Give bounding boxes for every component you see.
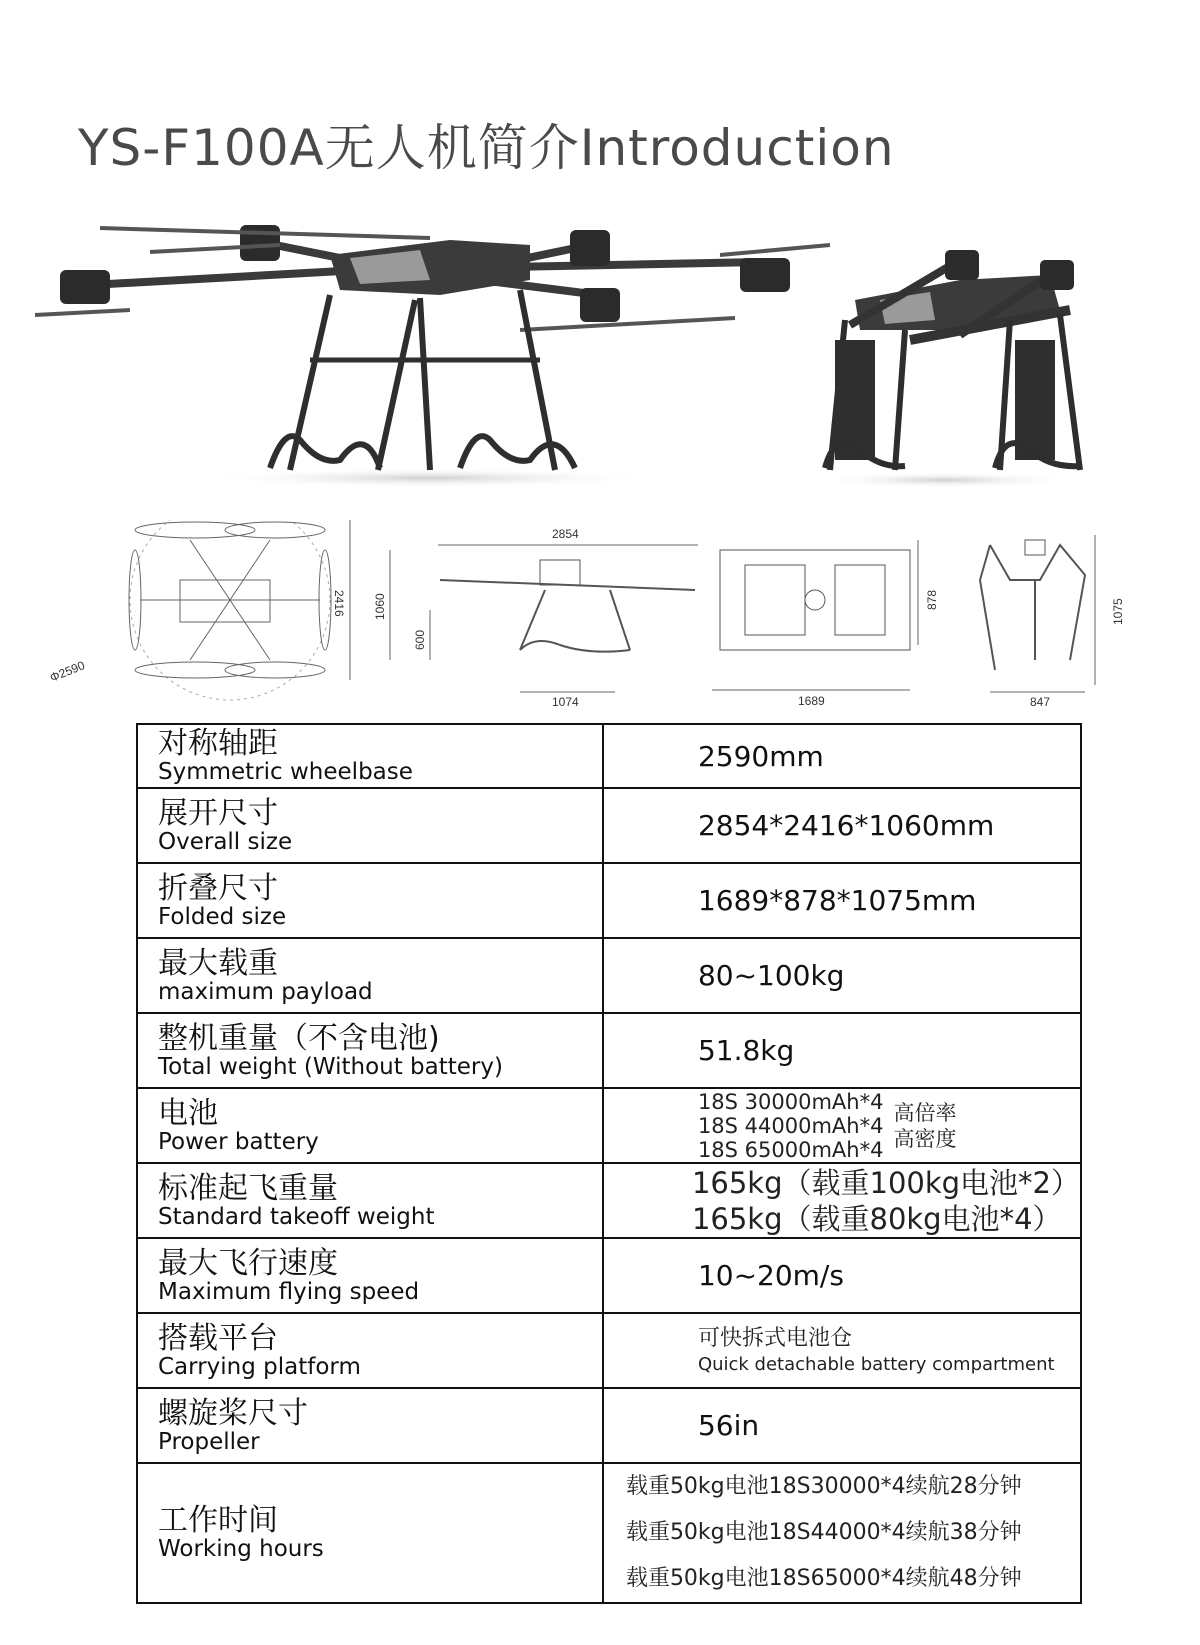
spec-row-takeoff-weight: [137, 1163, 1081, 1238]
battery-options: [698, 1090, 1080, 1162]
battery-line: 18S 44000mAh*4: [697, 1113, 884, 1138]
front-view-drawing: [373, 527, 698, 709]
spec-row-folded-size: [137, 863, 1081, 938]
spec-row-overall-size: [137, 788, 1081, 863]
spec-label-en: Working hours: [158, 1536, 324, 1562]
takeoff-line: 165kg（载重80kg电池*4）: [691, 1201, 1062, 1236]
dim-diameter: Φ2590: [47, 658, 87, 685]
platform-value-en: Quick detachable battery compartment: [697, 1353, 1055, 1375]
page-title: YS-F100A无人机简介Introduction: [78, 119, 895, 177]
spec-value: 10~20m/s: [697, 1259, 844, 1292]
working-hours-line: 载重50kg电池18S30000*4续航28分钟: [625, 1474, 1022, 1499]
spec-label-en: Standard takeoff weight: [158, 1203, 435, 1230]
dim-1074: 1074: [552, 695, 579, 709]
working-hours-line: 载重50kg电池18S44000*4续航38分钟: [625, 1520, 1022, 1545]
dim-1689: 1689: [798, 694, 825, 708]
spec-label-cn: 展开尺寸: [158, 795, 278, 831]
spec-label-en: Carrying platform: [158, 1353, 361, 1380]
spec-value: 51.8kg: [697, 1034, 795, 1067]
dim-847: 847: [1030, 695, 1051, 709]
spec-label-en: Maximum flying speed: [158, 1278, 420, 1305]
spec-label-en: Propeller: [158, 1428, 260, 1455]
spec-label-cn: 最大载重: [158, 945, 278, 981]
spec-value: 2590mm: [697, 739, 824, 773]
dim-1075: 1075: [1111, 598, 1125, 625]
spec-value: 1689*878*1075mm: [697, 884, 977, 917]
platform-value-cn: 可快拆式电池仓: [697, 1325, 852, 1351]
battery-tag: 高倍率: [893, 1100, 957, 1125]
spec-label-en: Overall size: [158, 828, 293, 855]
drone-photo: [0, 200, 1200, 500]
takeoff-line: 165kg（载重100kg电池*2）: [691, 1165, 1080, 1200]
spec-label-cn: 工作时间: [158, 1503, 278, 1538]
unfolded-drone-image: [35, 225, 830, 488]
dim-1060: 1060: [373, 593, 387, 620]
dim-878: 878: [925, 589, 939, 610]
folded-top-drawing: [712, 540, 939, 708]
spec-row-wheelbase: [137, 724, 1081, 788]
spec-label-cn: 搭载平台: [158, 1320, 278, 1356]
folded-side-drawing: [980, 535, 1125, 709]
battery-line: 18S 30000mAh*4: [697, 1089, 884, 1114]
spec-row-platform: [137, 1313, 1081, 1388]
spec-label-cn: 整机重量（不含电池): [158, 1020, 440, 1056]
spec-label-en: Symmetric wheelbase: [158, 759, 413, 785]
spec-row-propeller: [137, 1388, 1081, 1463]
spec-label-en: Total weight (Without battery): [158, 1053, 503, 1080]
spec-label-en: Power battery: [158, 1128, 319, 1155]
battery-tag: 高密度: [893, 1126, 957, 1151]
spec-row-battery: [137, 1088, 1081, 1163]
spec-row-working-hours: [137, 1463, 1081, 1603]
spec-label-cn: 对称轴距: [158, 726, 278, 761]
spec-row-total-weight: [137, 1013, 1081, 1088]
spec-label-en: Folded size: [158, 903, 287, 930]
battery-line: 18S 65000mAh*4: [697, 1137, 884, 1162]
working-hours-line: 载重50kg电池18S65000*4续航48分钟: [625, 1566, 1022, 1591]
spec-value: 56in: [697, 1409, 760, 1442]
spec-label-en: maximum payload: [158, 978, 373, 1005]
spec-value: 2854*2416*1060mm: [697, 809, 995, 842]
spec-label-cn: 最大飞行速度: [158, 1245, 338, 1281]
folded-drone-image: [815, 250, 1080, 488]
dim-2416: 2416: [332, 590, 346, 617]
spec-label-cn: 电池: [158, 1095, 218, 1131]
spec-table: [136, 723, 1082, 1604]
spec-label-cn: 标准起飞重量: [158, 1170, 338, 1206]
spec-row-max-payload: [137, 938, 1081, 1013]
spec-row-max-speed: [137, 1238, 1081, 1313]
spec-label-cn: 螺旋桨尺寸: [158, 1395, 308, 1431]
dim-600: 600: [413, 629, 427, 650]
spec-label-cn: 折叠尺寸: [158, 870, 278, 906]
top-view-drawing: [48, 520, 350, 700]
dim-2854: 2854: [552, 527, 579, 541]
spec-value: 80~100kg: [697, 959, 845, 992]
dimension-drawings: [0, 520, 1200, 720]
